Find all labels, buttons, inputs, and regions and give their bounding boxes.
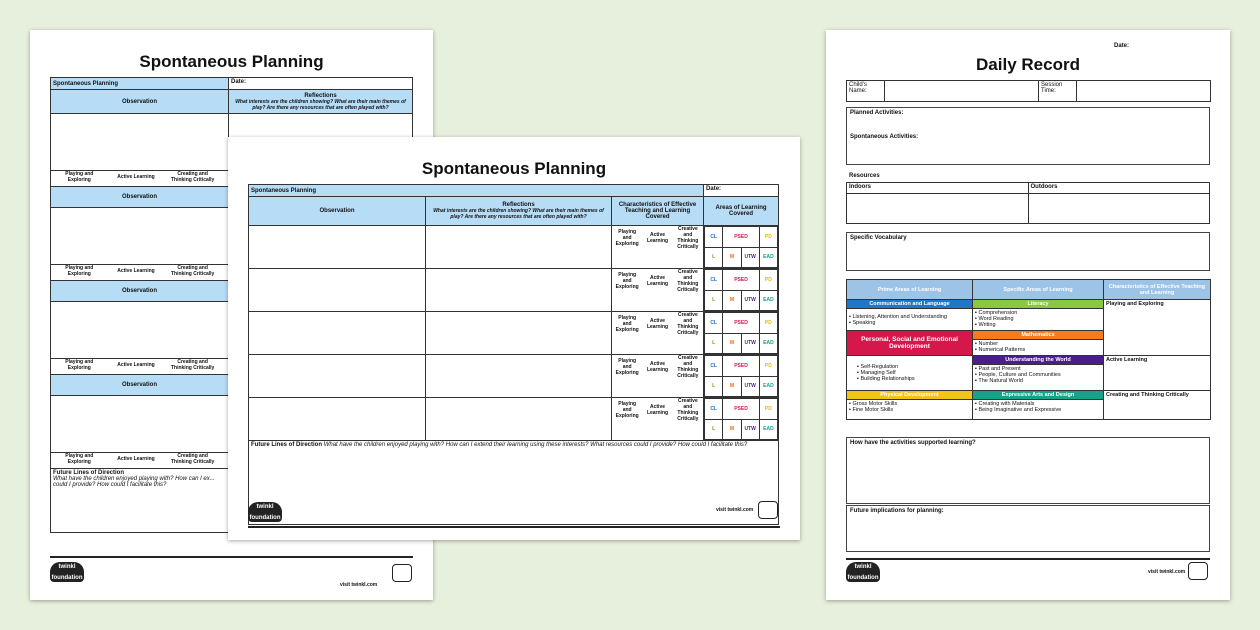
twinkl-logo: twinkl foundation bbox=[51, 564, 83, 581]
areas-header: Areas of Learning Covered bbox=[704, 197, 779, 226]
indoors-field[interactable] bbox=[847, 194, 1029, 224]
area-code[interactable]: PD bbox=[759, 227, 777, 248]
outdoors-field[interactable] bbox=[1028, 194, 1210, 224]
reflections-header: Reflections What interests are the children showing? What are their main themes of play? Are there any resources that are often played with? bbox=[426, 197, 612, 226]
area-code[interactable]: PSED bbox=[723, 399, 760, 420]
coel-label: Creative and Thinking Critically bbox=[677, 269, 699, 293]
coel-label: Playing and Exploring bbox=[65, 359, 94, 371]
sheet-title: Spontaneous Planning bbox=[139, 52, 324, 71]
list-item: ▪ Writing bbox=[975, 322, 1101, 328]
session-time-label: Session Time: bbox=[1039, 81, 1077, 102]
activities-box[interactable]: Planned Activities: Spontaneous Activities: bbox=[846, 107, 1210, 165]
coel-playing-exploring: Playing and Exploring bbox=[1104, 300, 1211, 356]
observation-cell[interactable] bbox=[249, 226, 426, 269]
coel-label: Active Learning bbox=[117, 174, 155, 180]
date-label: Date: bbox=[704, 185, 779, 197]
list-item: ▪ Number bbox=[975, 341, 1101, 347]
coel-label: Active Learning bbox=[646, 232, 669, 244]
reflections-cell[interactable] bbox=[426, 312, 612, 355]
bullet-list bbox=[849, 401, 970, 413]
coel-label: Creating and Thinking Critically bbox=[170, 453, 215, 465]
area-code[interactable]: EAD bbox=[759, 290, 777, 311]
observation-header: Observation bbox=[51, 187, 229, 208]
table-row bbox=[249, 269, 779, 312]
observation-cell[interactable] bbox=[249, 398, 426, 441]
area-code[interactable]: UTW bbox=[741, 333, 759, 354]
area-code[interactable]: M bbox=[723, 376, 741, 397]
daily-record-sheet bbox=[826, 30, 1230, 600]
sheet-title: Spontaneous Planning bbox=[421, 159, 607, 178]
reflections-cell[interactable] bbox=[426, 355, 612, 398]
list-item: ▪ Fine Motor Skills bbox=[849, 407, 970, 413]
coel-label: Creating and Thinking Critically bbox=[170, 171, 215, 183]
area-code[interactable]: CL bbox=[705, 399, 723, 420]
bullet-list bbox=[975, 366, 1101, 384]
badge-icon bbox=[758, 501, 778, 519]
list-item: ▪ Creating with Materials bbox=[975, 401, 1101, 407]
area-code[interactable]: CL bbox=[705, 227, 723, 248]
coel-label: Active Learning bbox=[646, 275, 669, 287]
list-item: ▪ Listening, Attention and Understanding bbox=[849, 314, 970, 320]
area-code[interactable]: CL bbox=[705, 356, 723, 377]
observation-header: Observation bbox=[51, 375, 229, 396]
area-code[interactable]: UTW bbox=[741, 419, 759, 440]
maths-header: Mathematics bbox=[973, 331, 1104, 340]
list-item: ▪ Building Relationships bbox=[857, 376, 970, 382]
list-item: ▪ People, Culture and Communities bbox=[975, 372, 1101, 378]
footer-link[interactable]: visit twinkl.com bbox=[716, 507, 754, 513]
areas-of-learning-table bbox=[846, 279, 1211, 420]
area-code[interactable]: CL bbox=[705, 270, 723, 291]
coel-label: Active Learning bbox=[646, 404, 669, 416]
footer-link[interactable]: visit twinkl.com bbox=[340, 582, 378, 588]
front-planning-sheet bbox=[228, 137, 800, 540]
list-item: ▪ Comprehension bbox=[975, 310, 1101, 316]
area-code[interactable]: PD bbox=[759, 313, 777, 334]
resources-table bbox=[846, 182, 1210, 224]
front-planning-table bbox=[248, 184, 779, 525]
area-code[interactable]: EAD bbox=[759, 247, 777, 268]
badge-icon bbox=[1188, 562, 1208, 580]
list-item: ▪ Word Reading bbox=[975, 316, 1101, 322]
area-code[interactable]: M bbox=[723, 419, 741, 440]
future-lines-cell[interactable]: Future Lines of Direction What have the children enjoyed playing with? How can I extend their learning using these interests? What resources could I provide? How could I facilitate this? bbox=[249, 441, 779, 525]
list-item: ▪ Speaking bbox=[849, 320, 970, 326]
footer-link[interactable]: visit twinkl.com bbox=[1148, 569, 1186, 575]
coel-label: Active Learning bbox=[117, 268, 155, 274]
area-code[interactable]: EAD bbox=[759, 333, 777, 354]
badge-icon bbox=[392, 564, 412, 582]
indoors-label: Indoors bbox=[847, 183, 1029, 194]
child-info-table bbox=[846, 80, 1211, 102]
reflections-cell[interactable] bbox=[426, 269, 612, 312]
observation-cell[interactable] bbox=[249, 312, 426, 355]
coel-label: Active Learning bbox=[117, 456, 155, 462]
area-code[interactable]: M bbox=[723, 290, 741, 311]
coel-label: Creative and Thinking Critically bbox=[677, 398, 699, 422]
bullet-list bbox=[849, 314, 970, 326]
bullet-list bbox=[975, 401, 1101, 413]
coel-active-learning: Active Learning bbox=[1104, 356, 1211, 391]
coel-label: Active Learning bbox=[646, 361, 669, 373]
coel-label: Creative and Thinking Critically bbox=[677, 312, 699, 336]
coel-header: Characteristics of Effective Teaching and Learning bbox=[1104, 280, 1211, 300]
table-row bbox=[249, 398, 779, 441]
prime-areas-header: Prime Areas of Learning bbox=[847, 280, 973, 300]
area-code[interactable]: EAD bbox=[759, 419, 777, 440]
reflections-cell[interactable] bbox=[426, 226, 612, 269]
future-implications-box[interactable]: Future implications for planning: bbox=[846, 505, 1210, 552]
area-code[interactable]: UTW bbox=[741, 247, 759, 268]
coel-label: Creative and Thinking Critically bbox=[677, 226, 699, 250]
observation-cell[interactable] bbox=[249, 355, 426, 398]
specific-areas-header: Specific Areas of Learning bbox=[973, 280, 1104, 300]
observation-cell[interactable] bbox=[51, 302, 229, 359]
area-code[interactable]: PD bbox=[759, 356, 777, 377]
resources-label: Resources bbox=[849, 173, 880, 179]
session-time-field[interactable] bbox=[1077, 81, 1211, 102]
coel-label: Playing and Exploring bbox=[65, 171, 94, 183]
cl-header: Communication and Language bbox=[847, 300, 973, 309]
vocabulary-box[interactable]: Specific Vocabulary bbox=[846, 232, 1210, 271]
coel-label: Playing and Exploring bbox=[65, 265, 94, 277]
coel-label: Playing and Exploring bbox=[65, 453, 94, 465]
pd-header: Physical Development bbox=[847, 391, 973, 400]
list-item: ▪ Self-Regulation bbox=[857, 364, 970, 370]
bullet-list bbox=[857, 364, 970, 382]
psed-header: Personal, Social and Emotional Development bbox=[847, 331, 973, 356]
coel-label: Playing and Exploring bbox=[615, 229, 639, 247]
area-code[interactable]: PSED bbox=[723, 356, 760, 377]
area-code[interactable]: L bbox=[705, 247, 723, 268]
bullet-list bbox=[975, 310, 1101, 328]
sheet-title: Daily Record bbox=[976, 55, 1080, 74]
date-label: Date: bbox=[1114, 43, 1130, 49]
twinkl-logo: twinkl foundation bbox=[847, 564, 879, 581]
reflections-cell[interactable] bbox=[426, 398, 612, 441]
observation-cell[interactable] bbox=[249, 269, 426, 312]
coel-label: Creative and Thinking Critically bbox=[677, 355, 699, 379]
coel-label: Creating and Thinking Critically bbox=[170, 359, 215, 371]
area-code[interactable]: UTW bbox=[741, 376, 759, 397]
table-row bbox=[249, 226, 779, 269]
coel-label: Creating and Thinking Critically bbox=[170, 265, 215, 277]
twinkl-logo: twinkl foundation bbox=[249, 504, 281, 521]
observation-header: Observation bbox=[51, 90, 229, 114]
table-row bbox=[249, 355, 779, 398]
observation-cell[interactable] bbox=[51, 114, 229, 171]
area-code[interactable]: L bbox=[705, 290, 723, 311]
area-code[interactable]: L bbox=[705, 419, 723, 440]
coel-label: Playing and Exploring bbox=[615, 401, 639, 419]
list-item: ▪ Past and Present bbox=[975, 366, 1101, 372]
table-header: Spontaneous Planning bbox=[51, 78, 229, 90]
observation-header: Observation bbox=[51, 281, 229, 302]
observation-cell[interactable] bbox=[51, 208, 229, 265]
literacy-header: Literacy bbox=[973, 300, 1104, 309]
area-code[interactable]: L bbox=[705, 333, 723, 354]
observation-cell[interactable] bbox=[51, 396, 229, 453]
supported-learning-box[interactable]: How have the activities supported learning? bbox=[846, 437, 1210, 504]
area-code[interactable]: UTW bbox=[741, 290, 759, 311]
reflections-header: Reflections What interests are the children showing? What are their main themes of play? Are there any resources that are often played with? bbox=[229, 90, 413, 114]
area-code[interactable]: PSED bbox=[723, 270, 760, 291]
list-item: ▪ Being Imaginative and Expressive bbox=[975, 407, 1101, 413]
coel-label: Playing and Exploring bbox=[615, 272, 639, 290]
coel-label: Active Learning bbox=[646, 318, 669, 330]
area-code[interactable]: PSED bbox=[723, 313, 760, 334]
area-code[interactable]: L bbox=[705, 376, 723, 397]
utw-header: Understanding the World bbox=[973, 356, 1104, 365]
child-name-field[interactable] bbox=[885, 81, 1039, 102]
list-item: ▪ Managing Self bbox=[857, 370, 970, 376]
date-label: Date: bbox=[229, 78, 413, 90]
table-header: Spontaneous Planning bbox=[249, 185, 704, 197]
area-code[interactable]: PSED bbox=[723, 227, 760, 248]
coel-creating-thinking: Creating and Thinking Critically bbox=[1104, 391, 1211, 420]
coel-label: Playing and Exploring bbox=[615, 315, 639, 333]
area-code[interactable]: M bbox=[723, 333, 741, 354]
area-code[interactable]: PD bbox=[759, 399, 777, 420]
area-code[interactable]: PD bbox=[759, 270, 777, 291]
ead-header: Expressive Arts and Design bbox=[973, 391, 1104, 400]
coel-header: Characteristics of Effective Teaching and Learning Covered bbox=[612, 197, 704, 226]
table-row bbox=[249, 312, 779, 355]
child-name-label: Child's Name: bbox=[847, 81, 885, 102]
list-item: ▪ Gross Motor Skills bbox=[849, 401, 970, 407]
list-item: ▪ The Natural World bbox=[975, 378, 1101, 384]
area-code[interactable]: CL bbox=[705, 313, 723, 334]
area-code[interactable]: EAD bbox=[759, 376, 777, 397]
area-code[interactable]: M bbox=[723, 247, 741, 268]
list-item: ▪ Numerical Patterns bbox=[975, 347, 1101, 353]
observation-header: Observation bbox=[249, 197, 426, 226]
coel-label: Active Learning bbox=[117, 362, 155, 368]
future-lines-cell[interactable]: Future Lines of Direction What have the children enjoyed playing with? How can I ex... could I provide? How could I facilitate this? bbox=[51, 469, 413, 533]
bullet-list bbox=[975, 341, 1101, 353]
outdoors-label: Outdoors bbox=[1028, 183, 1210, 194]
coel-label: Playing and Exploring bbox=[615, 358, 639, 376]
